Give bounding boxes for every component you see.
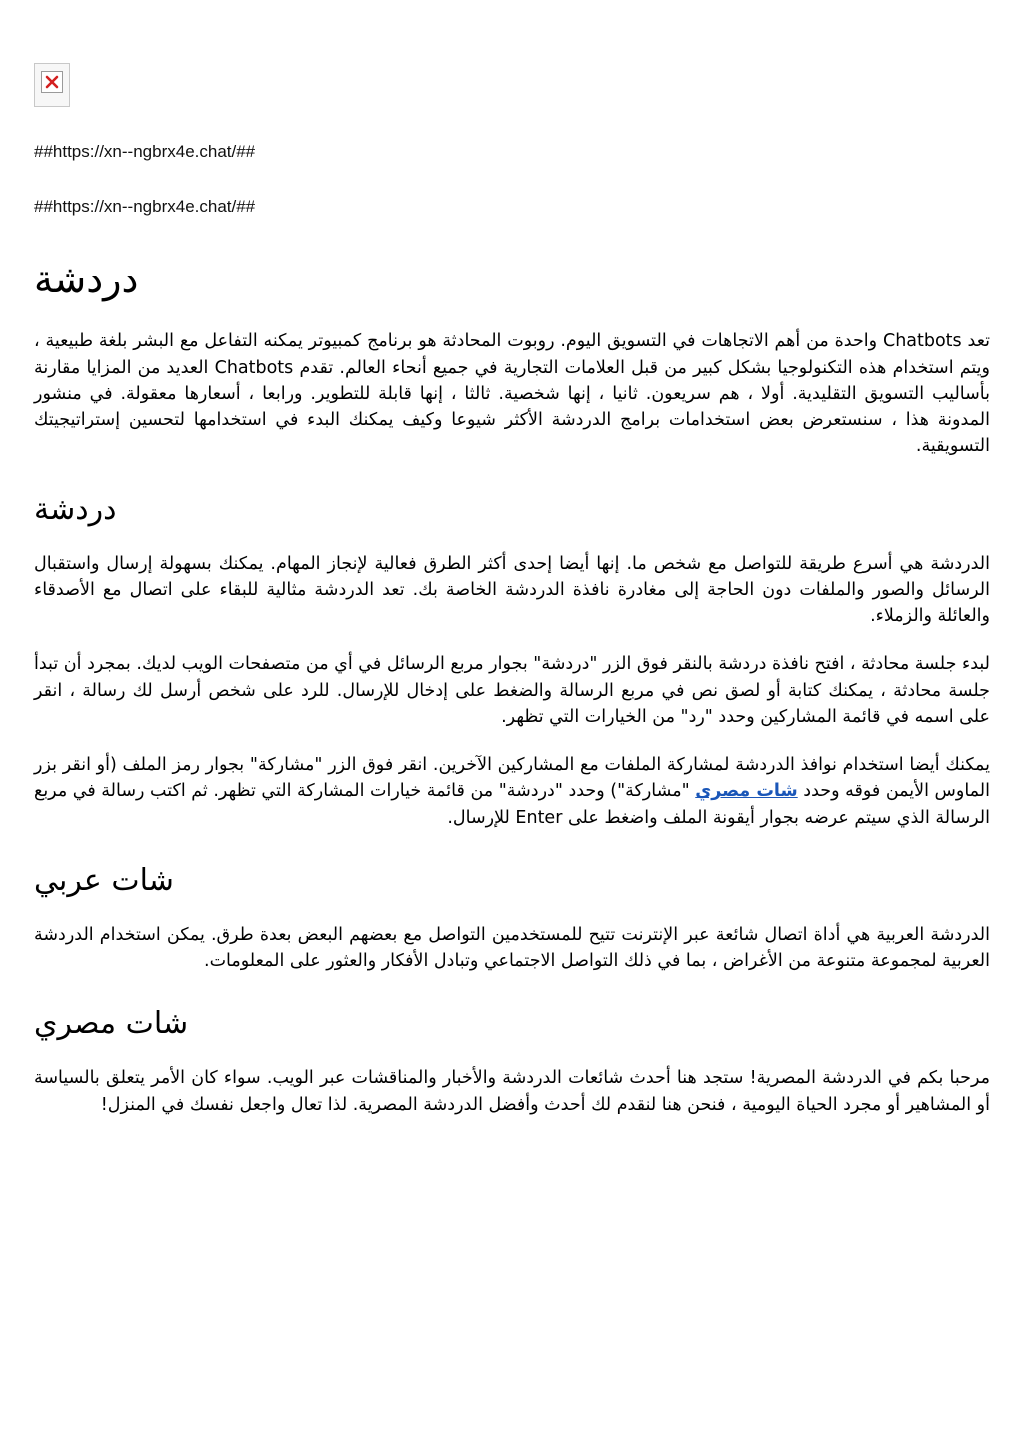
chat-paragraph-3-end: "مشاركة") وحدد "دردشة" من قائمة خيارات المشاركة التي تظهر. ثم اكتب رسالة في مربع الرسالة الذي سيتم عرضه بجوار أيقونة الملف واضغط على Enter للإرسال. <box>34 781 990 828</box>
arabic-chat-paragraph: الدردشة العربية هي أداة اتصال شائعة عبر الإنترنت تتيح للمستخدمين التواصل مع بعضهم البعض بعدة طرق. يمكن استخدام الدردشة العربية لمجموعة متنوعة من الأغراض ، بما في ذلك التواصل الاجتماعي وتبادل الأفكار والعثور على المعلومات. <box>34 924 990 972</box>
section-heading-chat: دردشة <box>34 491 117 527</box>
broken-image-placeholder <box>34 63 70 107</box>
section-heading-egyptian-chat: شات مصري <box>34 1006 189 1042</box>
chat-paragraph-2: لبدء جلسة محادثة ، افتح نافذة دردشة بالنقر فوق الزر "دردشة" بجوار مربع الرسائل في أي من متصفحات الويب لديك. بمجرد أن تبدأ جلسة محادثة ، يمكنك كتابة أو لصق نص في مربع الرسالة والضغط على إدخال للإرسال. للرد على شخص أرسل لك رسالة ، انقر على اسمه في قائمة المشاركين وحدد "رد" من الخيارات التي تظهر. <box>34 654 990 727</box>
page-title: دردشة <box>34 257 139 301</box>
chat-paragraph-3 <box>34 752 990 831</box>
egyptian-chat-link[interactable]: شات مصري <box>695 781 798 802</box>
intro-paragraph: تعد Chatbots واحدة من أهم الاتجاهات في التسويق اليوم. روبوت المحادثة هو برنامج كمبيوتر يمكنه التفاعل مع البشر بلغة طبيعية ، ويتم استخدام هذه التكنولوجيا بشكل كبير من قبل العلامات التجارية في جميع أنحاء العالم. تقدم Chatbots العديد من المزايا مقارنة بأساليب التسويق التقليدية. أولا ، هم سريعون. ثانيا ، إنها شخصية. ثالثا ، إنها قابلة للتطوير. ورابعا ، أسعارها معقولة. في منشور المدونة هذا ، سنستعرض بعض استخدامات برامج الدردشة الأكثر شيوعا وكيف يمكنك البدء في استخدامها لتحسين إستراتيجيتك التسويقية. <box>34 331 991 457</box>
egyptian-chat-paragraph: مرحبا بكم في الدردشة المصرية! ستجد هنا أحدث شائعات الدردشة والأخبار والمناقشات عبر الويب. سواء كان الأمر يتعلق بالسياسة أو المشاهير أو مجرد الحياة اليومية ، فنحن هنا لنقدم لك أحدث وأفضل الدردشة المصرية. لذا تعال واجعل نفسك في المنزل! <box>34 1068 990 1115</box>
chat-paragraph-3-start: يمكنك أيضا استخدام نوافذ الدردشة لمشاركة الملفات مع المشاركين الآخرين. انقر فوق الزر "مشاركة" بجوار رمز الملف (أو انقر بزر الماوس الأيمن فوقه وحدد <box>34 755 990 802</box>
broken-image-icon <box>41 71 63 93</box>
url-line-2: ##https://xn--ngbrx4e.chat/## <box>34 197 256 216</box>
chat-paragraph-1: الدردشة هي أسرع طريقة للتواصل مع شخص ما. إنها أيضا إحدى أكثر الطرق فعالية لإنجاز المهام. يمكنك بسهولة إرسال واستقبال الرسائل والصور والملفات دون الحاجة إلى مغادرة نافذة الدردشة الخاصة بك. تعد الدردشة مثالية للبقاء على اتصال مع الأصدقاء والعائلة والزملاء. <box>34 553 990 627</box>
section-heading-arabic-chat: شات عربي <box>34 862 174 898</box>
article-body <box>34 255 990 1140</box>
url-line-1: ##https://xn--ngbrx4e.chat/## <box>34 142 256 161</box>
